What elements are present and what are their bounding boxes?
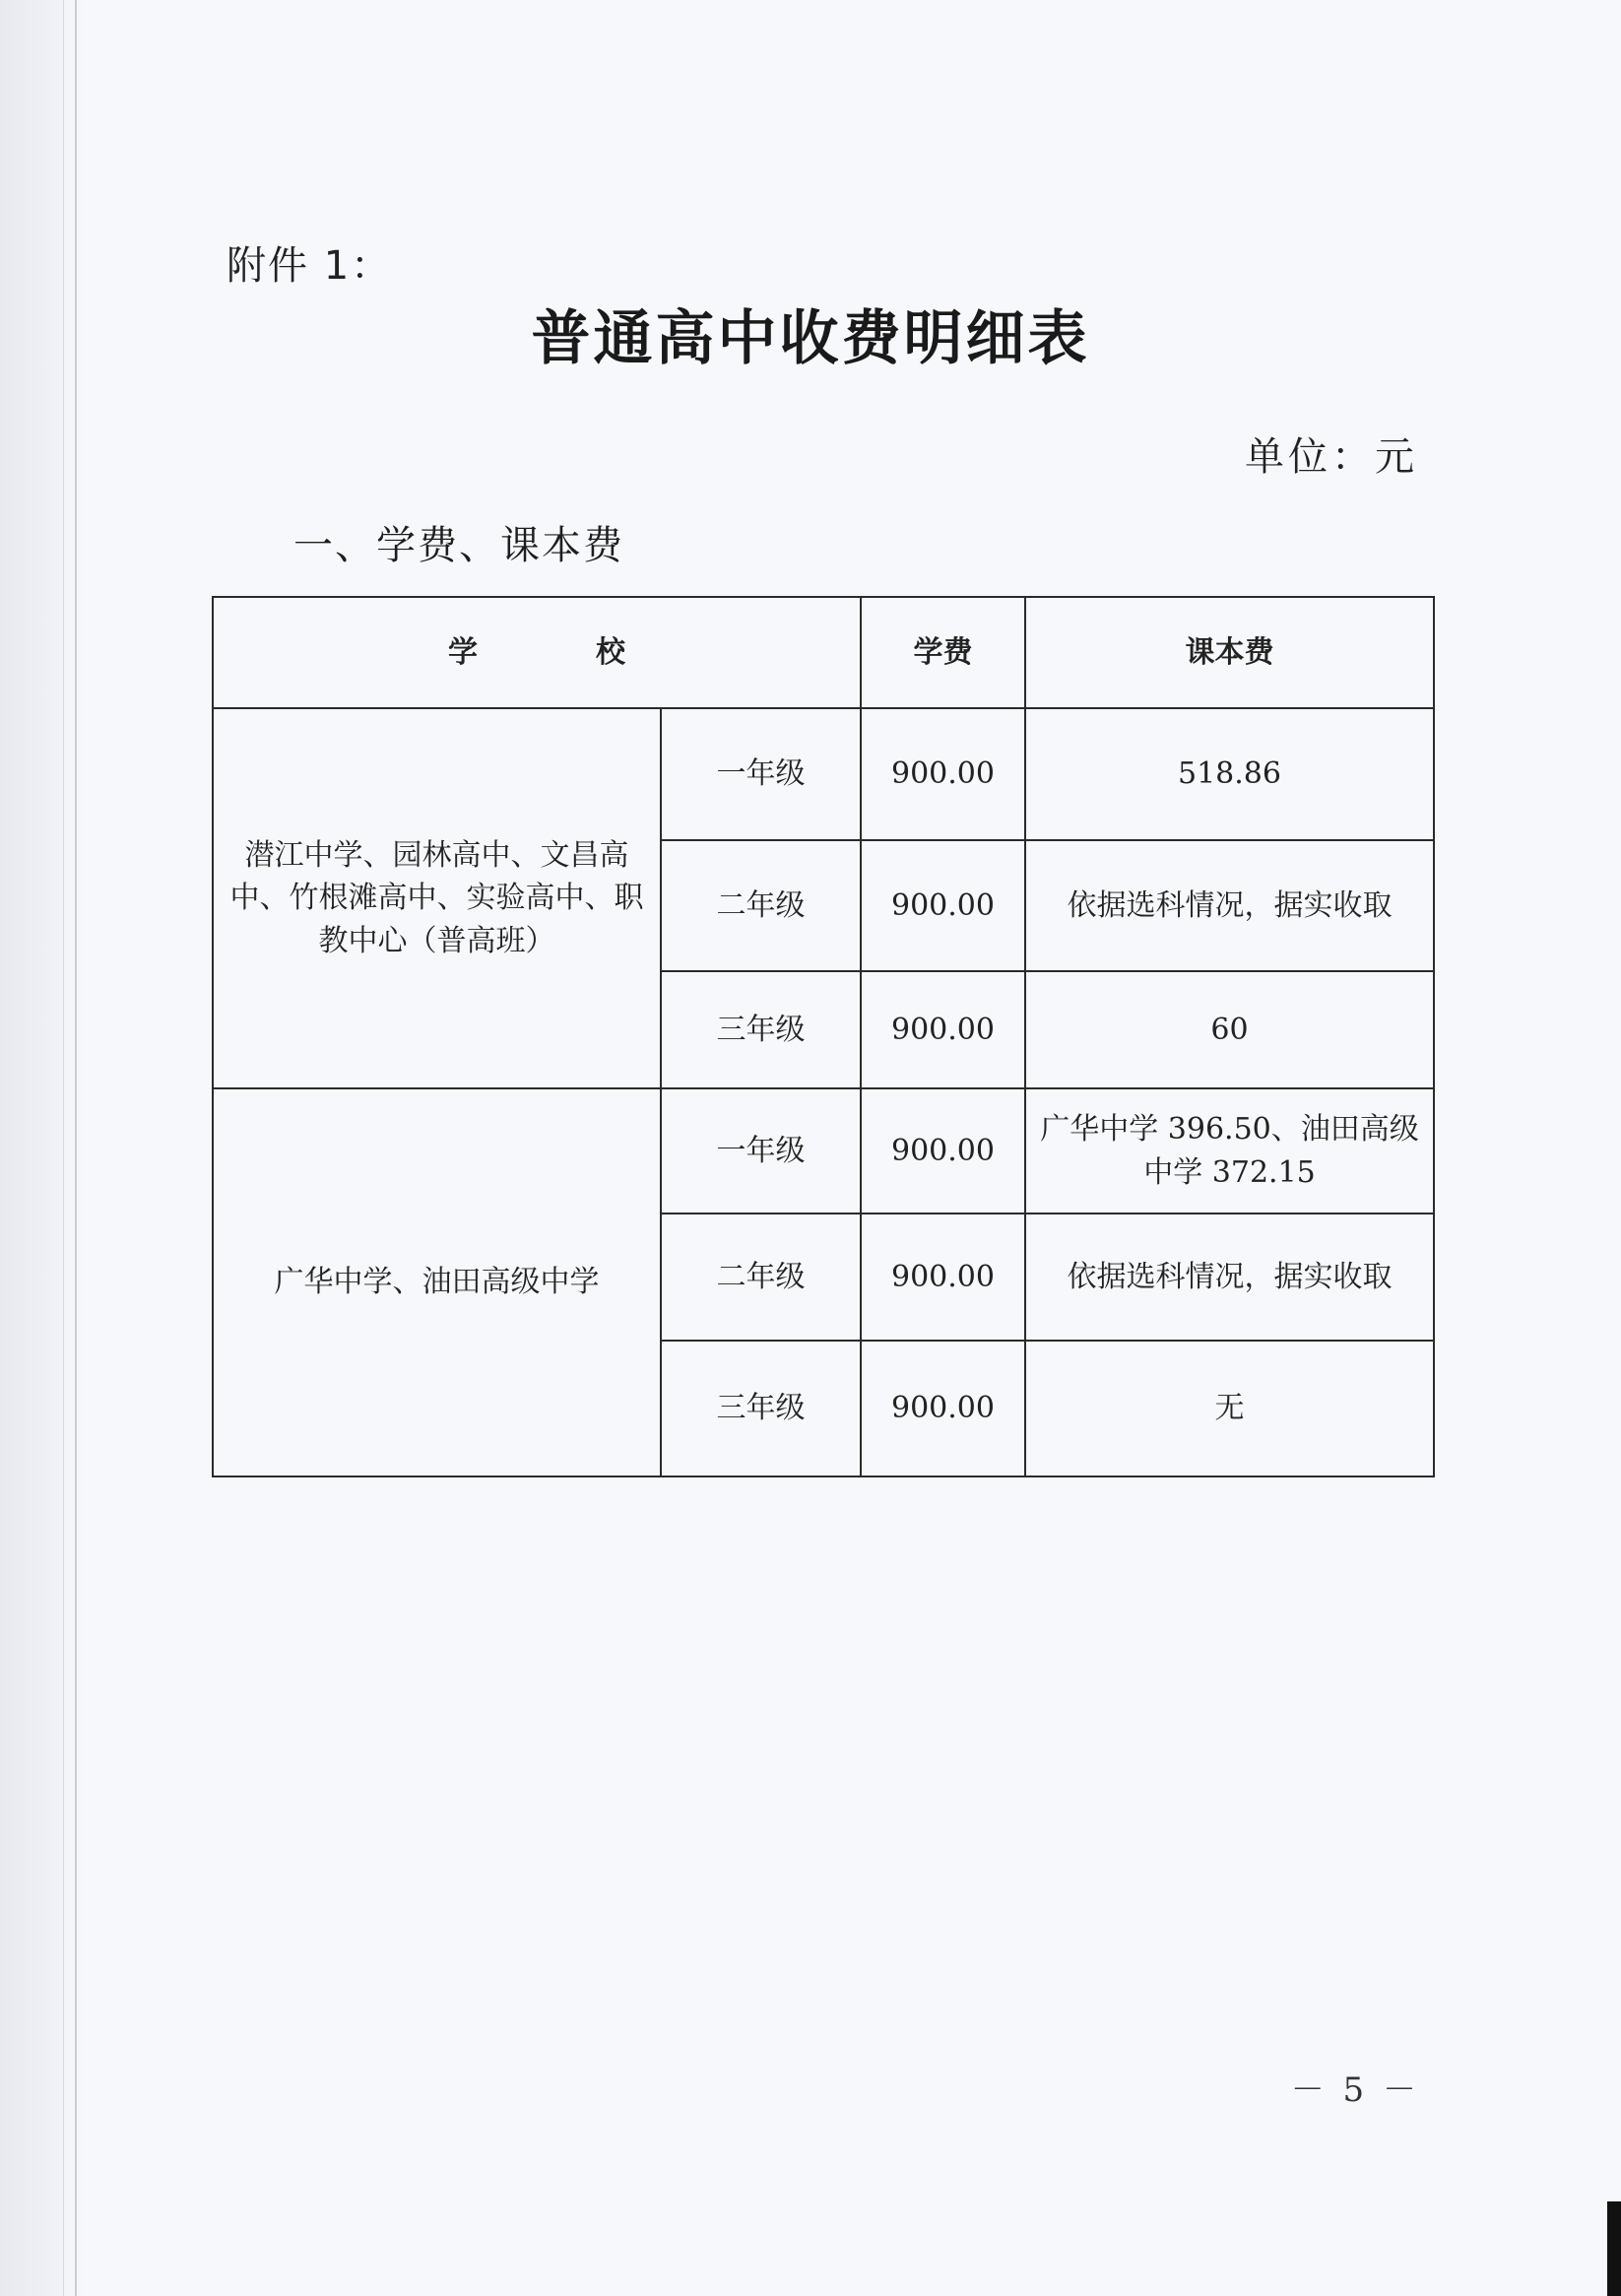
grade-cell: 一年级 bbox=[661, 708, 861, 840]
textbook-cell: 60 bbox=[1025, 971, 1434, 1088]
tuition-cell: 900.00 bbox=[861, 1214, 1025, 1341]
textbook-cell: 广华中学 396.50、油田高级中学 372.15 bbox=[1025, 1088, 1434, 1214]
table-row bbox=[213, 1088, 1434, 1214]
header-textbook: 课本费 bbox=[1025, 597, 1434, 708]
fee-table bbox=[212, 596, 1435, 1477]
tuition-cell: 900.00 bbox=[861, 708, 1025, 840]
unit-label: 单位：元 bbox=[1245, 434, 1418, 480]
tuition-cell: 900.00 bbox=[861, 1341, 1025, 1476]
table-row bbox=[213, 708, 1434, 840]
textbook-cell: 518.86 bbox=[1025, 708, 1434, 840]
tuition-cell: 900.00 bbox=[861, 971, 1025, 1088]
grade-cell: 三年级 bbox=[661, 971, 861, 1088]
page-number: － 5 － bbox=[1290, 2070, 1420, 2110]
attachment-label: 附件 1： bbox=[227, 243, 393, 289]
header-tuition: 学费 bbox=[861, 597, 1025, 708]
header-school: 学 校 bbox=[213, 597, 861, 708]
textbook-cell: 无 bbox=[1025, 1341, 1434, 1476]
school-group-cell: 潜江中学、园林高中、文昌高中、竹根滩高中、实验高中、职教中心（普高班） bbox=[213, 708, 661, 1088]
scan-corner-mark bbox=[1607, 2201, 1621, 2296]
tuition-cell: 900.00 bbox=[861, 840, 1025, 971]
grade-cell: 二年级 bbox=[661, 840, 861, 971]
table-header-row bbox=[213, 597, 1434, 708]
textbook-cell: 依据选科情况，据实收取 bbox=[1025, 1214, 1434, 1341]
school-group-cell: 广华中学、油田高级中学 bbox=[213, 1088, 661, 1476]
grade-cell: 一年级 bbox=[661, 1088, 861, 1214]
grade-cell: 三年级 bbox=[661, 1341, 861, 1476]
tuition-cell: 900.00 bbox=[861, 1088, 1025, 1214]
textbook-cell: 依据选科情况，据实收取 bbox=[1025, 840, 1434, 971]
section-heading: 一、学费、课本费 bbox=[293, 523, 624, 568]
page-title: 普通高中收费明细表 bbox=[531, 304, 1090, 373]
grade-cell: 二年级 bbox=[661, 1214, 861, 1341]
